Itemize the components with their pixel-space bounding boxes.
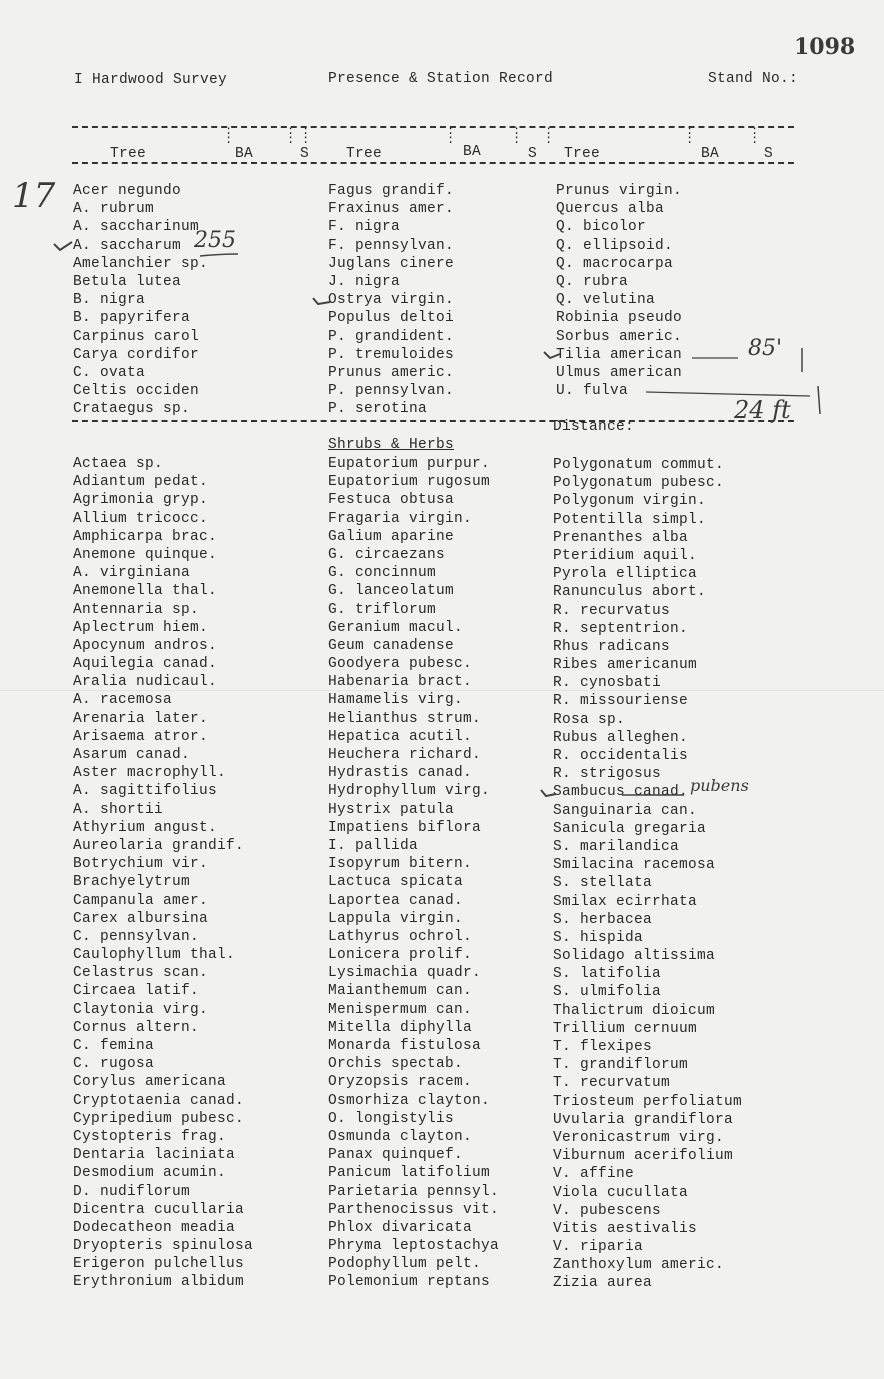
list-item: Phryma leptostachya <box>328 1238 500 1255</box>
list-item: A. saccharum <box>73 237 182 254</box>
list-item: Hydrophyllum virg. <box>328 783 491 800</box>
list-item: Eupatorium rugosum <box>328 474 491 491</box>
list-item: Sambucus canad. <box>553 784 689 801</box>
list-item: V. pubescens <box>553 1202 662 1219</box>
list-item: Adiantum pedat. <box>73 474 209 491</box>
saccharum-ba-annotation: 255 <box>194 228 236 253</box>
list-item: Viola cucullata <box>553 1184 689 1201</box>
list-item: Veronicastrum virg. <box>553 1129 725 1146</box>
list-item: S. latifolia <box>553 966 662 983</box>
list-item: Osmunda clayton. <box>328 1128 473 1145</box>
list-item: Claytonia virg. <box>73 1001 209 1018</box>
list-item: Celtis occiden <box>73 383 200 400</box>
list-item: Lysimachia quadr. <box>328 965 482 982</box>
list-item: P. serotina <box>328 401 428 418</box>
list-item: Agrimonia gryp. <box>73 492 209 509</box>
survey-form: I Hardwood Survey Presence & Station Record Stand No.: 1098 : : : : : : : : : : : : : : : : Tree BA S Tree BA S Tree BA S Acer negundo A. rubrum A. saccharinum A. saccharum Amelanchier sp. Betula lutea B. nigra B. papyrifera Carpinus carol Carya cordifor C. ovata Celtis occiden Crataegus sp. Fagus grandif. Fraxinus amer. F. nigra F. pennsylvan. Juglans cinere J. nigra Ostrya virgin. Populus deltoi P. grandident. P. tremuloides Prunus americ. P. pennsylvan. P. serotina Prunus virgin. Quercus alba Q. bicolor Q. ellipsoid. Q. macrocarpa Q. rubra Q. velutina Robinia pseudo Sorbus americ. Tilia american Ulmus american U. fulva Distance: Shrubs & Herbs Actaea sp. Adiantum pedat. Agrimonia gryp. Allium tricocc. Amphicarpa brac. Anemone quinque. A. virginiana Anemonella thal. Antennaria sp. Aplectrum hiem. Apocynum andros. Aquilegia canad. Aralia nudicaul. A. racemosa Arenaria later. Arisaema atror. Asarum canad. Aster macrophyll. A. sagittifolius A. shortii Athyrium angust. Aureolaria grandif. Botrychium vir. Brachyelytrum Campanula amer. Carex albursina C. pennsylvan. Caulophyllum thal. Celastrus scan. Circaea latif. Claytonia virg. Cornus altern. C. femina C. rugosa Corylus americana Cryptotaenia canad. Cypripedium pubesc. Cystopteris frag. Dentaria laciniata Desmodium acumin. D. nudiflorum Dicentra cucullaria Dodecatheon meadia Dryopteris spinulosa Erigeron pulchellus Erythronium albidum Eupatorium purpur. Eupatorium rugosum Festuca obtusa Fragaria virgin. Galium aparine G. circaezans G. concinnum G. lanceolatum G. triflorum Geranium macul. Geum canadense Goodyera pubesc. Habenaria bract. Hamamelis virg. Helianthus strum. Hepatica acutil. Heuchera richard. Hydrastis canad. Hydrophyllum virg. Hystrix patula Impatiens biflora I. pallida Isopyrum bitern. Lactuca spicata Laportea canad. Lappula virgin. Lathyrus ochrol. Lonicera prolif. Lysimachia quadr. Maianthemum can. Menispermum can. Mitella diphylla Monarda fistulosa Orchis spectab. Oryzopsis racem. Osmorhiza clayton. O. longistylis Osmunda clayton. Panax quinquef. Panicum latifolium Parietaria pennsyl. Parthenocissus vit. Phlox divaricata Phryma leptostachya Podophyllum pelt. Polemonium reptans Polygonatum commut. Polygonatum pubesc. Polygonum virgin. Potentilla simpl. Prenanthes alba Pteridium aquil. Pyrola elliptica Ranunculus abort. R. recurvatus R. septentrion. Rhus radicans Ribes americanum R. cynosbati R. missouriense Rosa sp. Rubus alleghen. R. occidentalis R. strigosus Sambucus canad. Sanguinaria can. Sanicula gregaria S. marilandica Smilacina racemosa S. stellata Smilax ecirrhata S. herbacea S. hispida Solidago altissima S. latifolia S. ulmifolia Thalictrum dioicum Trillium cernuum T. flexipes T. grandiflorum T. recurvatum Triosteum perfoliatum Uvularia grandiflora Veronicastrum virg. Viburnum acerifolium V. affine Viola cucullata V. pubescens Vitis aestivalis V. riparia Zanthoxylum americ. Zizia aurea 17 255 85' 24 ft pubens <box>0 0 884 1379</box>
list-item: Q. ellipsoid. <box>556 237 674 254</box>
list-item: Impatiens biflora <box>328 819 482 836</box>
list-item: V. riparia <box>553 1239 644 1256</box>
tilia-distance-annotation: 85' <box>748 336 783 361</box>
list-item: Aster macrophyll. <box>73 765 227 782</box>
record-title: Presence & Station Record <box>328 71 554 87</box>
stand-number: 1098 <box>794 34 856 60</box>
col3-tree-header: Tree <box>564 146 601 162</box>
list-item: B. nigra <box>73 292 146 309</box>
list-item: Festuca obtusa <box>328 492 455 509</box>
list-item: Arenaria later. <box>73 710 209 727</box>
list-item: Smilax ecirrhata <box>553 893 698 910</box>
list-item: Heuchera richard. <box>328 747 482 763</box>
list-item: Corylus americana <box>73 1074 227 1091</box>
col3-ba-header: BA <box>701 146 720 162</box>
list-item: Eupatorium purpur. <box>328 456 491 472</box>
list-item: R. cynosbati <box>553 675 662 692</box>
list-item: Arisaema atror. <box>73 728 209 745</box>
list-item: Zizia aurea <box>553 1275 653 1292</box>
list-item: Fagus grandif. <box>328 183 455 199</box>
list-item: Quercus alba <box>556 201 665 218</box>
list-item: V. affine <box>553 1166 635 1183</box>
list-item: Monarda fistulosa <box>328 1038 482 1054</box>
list-item: Athyrium angust. <box>73 819 218 836</box>
list-item: Dodecatheon meadia <box>73 1219 236 1236</box>
header-rule-bottom <box>72 162 794 164</box>
list-item: R. recurvatus <box>553 602 671 619</box>
list-item: Podophyllum pelt. <box>328 1256 482 1273</box>
list-item: Desmodium acumin. <box>73 1165 227 1182</box>
list-item: Betula lutea <box>73 273 182 290</box>
list-item: Sorbus americ. <box>556 328 683 345</box>
list-item: Vitis aestivalis <box>553 1220 698 1237</box>
survey-title: I Hardwood Survey <box>74 72 228 88</box>
list-item: J. nigra <box>328 273 401 290</box>
list-item: Campanula amer. <box>73 892 209 909</box>
margin-number-annotation: 17 <box>12 176 56 216</box>
distance-label: Distance: <box>553 419 635 435</box>
list-item: Asarum canad. <box>73 747 191 763</box>
list-item: Carpinus carol <box>73 328 200 345</box>
list-item: Robinia pseudo <box>556 310 683 327</box>
col2-s-header: S <box>528 146 538 162</box>
list-item: Oryzopsis racem. <box>328 1074 473 1091</box>
list-item: I. pallida <box>328 837 419 854</box>
list-item: Hamamelis virg. <box>328 692 464 709</box>
list-item: A. racemosa <box>73 692 173 709</box>
list-item: Uvularia grandiflora <box>553 1111 734 1128</box>
list-item: Aureolaria grandif. <box>73 837 245 854</box>
list-item: R. septentrion. <box>553 620 689 637</box>
list-item: Brachyelytrum <box>73 874 191 891</box>
list-item: Carya cordifor <box>73 346 200 363</box>
list-item: G. concinnum <box>328 565 437 582</box>
list-item: Q. velutina <box>556 292 656 309</box>
list-item: Anemonella thal. <box>73 583 218 600</box>
list-item: Lathyrus ochrol. <box>328 928 473 945</box>
list-item: A. rubrum <box>73 201 155 218</box>
list-item: Triosteum perfoliatum <box>553 1093 743 1110</box>
list-item: Zanthoxylum americ. <box>553 1257 725 1274</box>
list-item: Ostrya virgin. <box>328 292 455 309</box>
list-item: C. ovata <box>73 364 146 381</box>
list-item: Rubus alleghen. <box>553 729 689 746</box>
list-item: Cryptotaenia canad. <box>73 1092 245 1109</box>
list-item: P. grandident. <box>328 328 455 345</box>
list-item: G. circaezans <box>328 546 446 563</box>
list-item: Pyrola elliptica <box>553 566 698 583</box>
list-item: Celastrus scan. <box>73 965 209 982</box>
list-item: Cypripedium pubesc. <box>73 1110 245 1127</box>
list-item: Lappula virgin. <box>328 910 464 927</box>
list-item: T. recurvatum <box>553 1075 671 1092</box>
list-item: Prunus virgin. <box>556 183 683 199</box>
fulva-distance-annotation: 24 ft <box>734 396 791 424</box>
list-item: Laportea canad. <box>328 892 464 909</box>
list-item: Thalictrum dioicum <box>553 1002 716 1019</box>
list-item: Cornus altern. <box>73 1019 200 1036</box>
list-item: Rosa sp. <box>553 711 626 728</box>
ostrya-check-mark <box>310 292 334 308</box>
shrub-list-col2 <box>328 455 499 1292</box>
list-item: Cystopteris frag. <box>73 1128 227 1145</box>
list-item: G. lanceolatum <box>328 583 455 600</box>
tree-list-col2 <box>328 182 454 418</box>
list-item: S. hispida <box>553 929 644 946</box>
tree-list-col1 <box>73 182 208 418</box>
list-item: Prenanthes alba <box>553 529 689 546</box>
list-item: Lonicera prolif. <box>328 947 473 964</box>
list-item: Ulmus american <box>556 364 683 381</box>
list-item: G. triflorum <box>328 601 437 618</box>
list-item: F. nigra <box>328 219 401 236</box>
list-item: Ranunculus abort. <box>553 584 707 601</box>
list-item: Parietaria pennsyl. <box>328 1183 500 1200</box>
list-item: Pteridium aquil. <box>553 547 698 564</box>
list-item: Aplectrum hiem. <box>73 619 209 636</box>
list-item: R. occidentalis <box>553 748 689 764</box>
col2-ba-header: BA <box>463 144 482 160</box>
list-item: S. ulmifolia <box>553 984 662 1001</box>
list-item: Lactuca spicata <box>328 874 464 891</box>
shrub-list-col3 <box>553 456 742 1293</box>
list-item: Isopyrum bitern. <box>328 856 473 873</box>
list-item: F. pennsylvan. <box>328 237 455 254</box>
list-item: Juglans cinere <box>328 255 455 272</box>
list-item: Galium aparine <box>328 528 455 545</box>
list-item: Q. rubra <box>556 273 629 290</box>
list-item: S. stellata <box>553 875 653 892</box>
list-item: C. rugosa <box>73 1056 155 1073</box>
col1-tree-header: Tree <box>110 146 147 162</box>
list-item: P. tremuloides <box>328 346 455 363</box>
list-item: Polemonium reptans <box>328 1274 491 1291</box>
list-item: Habenaria bract. <box>328 674 473 691</box>
list-item: Botrychium vir. <box>73 856 209 873</box>
list-item: Actaea sp. <box>73 456 164 472</box>
list-item: Sanguinaria can. <box>553 802 698 819</box>
list-item: Polygonum virgin. <box>553 493 707 510</box>
list-item: T. grandiflorum <box>553 1057 689 1074</box>
list-item: Hystrix patula <box>328 801 455 818</box>
list-item: Panicum latifolium <box>328 1165 491 1182</box>
list-item: C. femina <box>73 1038 155 1054</box>
list-item: Polygonatum pubesc. <box>553 475 725 492</box>
list-item: Allium tricocc. <box>73 510 209 527</box>
list-item: O. longistylis <box>328 1110 455 1127</box>
list-item: C. pennsylvan. <box>73 928 200 945</box>
list-item: Prunus americ. <box>328 364 455 381</box>
list-item: Q. bicolor <box>556 219 647 236</box>
list-item: R. strigosus <box>553 766 662 783</box>
list-item: A. virginiana <box>73 565 191 582</box>
list-item: D. nudiflorum <box>73 1183 191 1200</box>
list-item: Fraxinus amer. <box>328 201 455 218</box>
stand-label: Stand No.: <box>708 71 799 87</box>
list-item: Rhus radicans <box>553 638 671 655</box>
list-item: Hydrastis canad. <box>328 765 473 782</box>
list-item: U. fulva <box>556 383 629 400</box>
list-item: Aralia nudicaul. <box>73 674 218 691</box>
shrub-list-col1 <box>73 455 253 1292</box>
list-item: Populus deltoi <box>328 310 455 327</box>
list-item: Polygonatum commut. <box>553 457 725 473</box>
list-item: Goodyera pubesc. <box>328 656 473 673</box>
list-item: Carex albursina <box>73 910 209 927</box>
list-item: S. herbacea <box>553 911 653 928</box>
list-item: Viburnum acerifolium <box>553 1148 734 1165</box>
list-item: Dentaria laciniata <box>73 1147 236 1164</box>
sambucus-markup <box>538 786 688 804</box>
list-item: Hepatica acutil. <box>328 728 473 745</box>
col3-s-header: S <box>764 146 774 162</box>
list-item: P. pennsylvan. <box>328 383 455 400</box>
col1-s-header: S <box>300 146 310 162</box>
list-item: Acer negundo <box>73 183 182 199</box>
list-item: Phlox divaricata <box>328 1219 473 1236</box>
list-item: Circaea latif. <box>73 983 200 1000</box>
col2-tree-header: Tree <box>346 146 383 162</box>
list-item: Maianthemum can. <box>328 983 473 1000</box>
list-item: Orchis spectab. <box>328 1056 464 1073</box>
list-item: Potentilla simpl. <box>553 511 707 528</box>
section-divider <box>72 420 794 422</box>
list-item: Parthenocissus vit. <box>328 1201 500 1218</box>
list-item: Geum canadense <box>328 637 455 654</box>
list-item: Amphicarpa brac. <box>73 528 218 545</box>
list-item: B. papyrifera <box>73 310 191 327</box>
list-item: Antennaria sp. <box>73 601 200 618</box>
sambucus-annotation: pubens <box>690 776 749 795</box>
list-item: Crataegus sp. <box>73 401 191 418</box>
list-item: S. marilandica <box>553 838 680 855</box>
list-item: Solidago altissima <box>553 948 716 965</box>
shrubs-herbs-title: Shrubs & Herbs <box>328 437 455 453</box>
list-item: Fragaria virgin. <box>328 510 473 527</box>
list-item: Aquilegia canad. <box>73 656 218 673</box>
list-item: A. saccharinum <box>73 219 200 236</box>
list-item: Sanicula gregaria <box>553 820 707 837</box>
list-item: Panax quinquef. <box>328 1147 464 1164</box>
list-item: Apocynum andros. <box>73 637 218 654</box>
saccharum-check-mark <box>50 236 250 262</box>
list-item: Amelanchier sp. <box>73 255 209 272</box>
list-item: Q. macrocarpa <box>556 255 674 272</box>
list-item: Dicentra cucullaria <box>73 1201 245 1218</box>
list-item: A. shortii <box>73 801 164 818</box>
list-item: Erythronium albidum <box>73 1274 245 1291</box>
list-item: Anemone quinque. <box>73 546 218 563</box>
list-item: Helianthus strum. <box>328 710 482 727</box>
list-item: Mitella diphylla <box>328 1019 473 1036</box>
list-item: Osmorhiza clayton. <box>328 1092 491 1109</box>
list-item: Dryopteris spinulosa <box>73 1238 254 1255</box>
list-item: Ribes americanum <box>553 657 698 674</box>
col1-ba-header: BA <box>235 146 254 162</box>
list-item: T. flexipes <box>553 1039 653 1055</box>
list-item: Smilacina racemosa <box>553 857 716 874</box>
list-item: Trillium cernuum <box>553 1020 698 1037</box>
list-item: Erigeron pulchellus <box>73 1256 245 1273</box>
list-item: Caulophyllum thal. <box>73 947 236 964</box>
list-item: R. missouriense <box>553 693 689 710</box>
list-item: Tilia american <box>556 346 683 363</box>
list-item: Geranium macul. <box>328 619 464 636</box>
list-item: Menispermum can. <box>328 1001 473 1018</box>
list-item: A. sagittifolius <box>73 783 218 800</box>
